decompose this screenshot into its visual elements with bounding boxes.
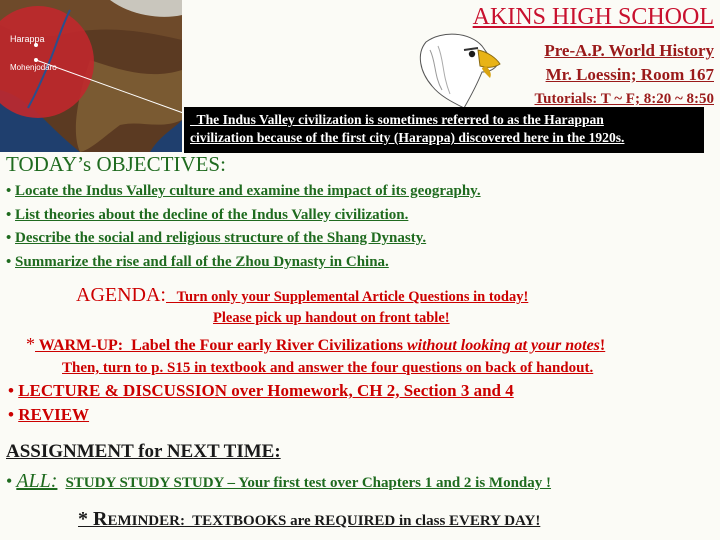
agenda-header	[76, 284, 528, 307]
course-info	[470, 39, 714, 87]
warmup-text	[35, 337, 605, 354]
assignment-all-text: STUDY STUDY STUDY – Your first test over Chapters 1 and 2 is Monday !	[65, 475, 552, 491]
map-caption-box	[184, 107, 704, 153]
objective-text: Locate the Indus Valley culture and examine the impact of its geography.	[15, 183, 481, 199]
warmup-instructions: Then, turn to p. S15 in textbook and answer the four questions on back of handout.	[62, 360, 594, 376]
reminder-star: * R	[78, 508, 108, 530]
warmup-text-main: WARM-UP: Label the Four early River Civilizations	[35, 337, 407, 354]
reminder-text: TEXTBOOKS are REQUIRED in class EVERY DAY!	[184, 513, 541, 529]
objectives-heading: TODAY’s OBJECTIVES:	[6, 152, 226, 176]
agenda-item-text: REVIEW	[18, 405, 90, 424]
objective-item	[6, 251, 716, 275]
objective-item	[6, 180, 716, 204]
teacher-room: Mr. Loessin; Room 167	[545, 65, 714, 84]
objective-item	[6, 227, 716, 251]
school-name: AKINS HIGH SCHOOL	[472, 4, 714, 30]
assignment-heading: ASSIGNMENT for NEXT TIME:	[6, 441, 281, 462]
map-label-harappa: Harappa	[10, 34, 45, 44]
bullet: •	[6, 230, 12, 246]
bullet: •	[6, 206, 12, 223]
caption-line-1: The Indus Valley civilization is sometimes referred to as the Harappan	[190, 112, 604, 127]
map-label-mohenjodaro: Mohenjodaro	[10, 63, 57, 72]
agenda-note: Turn only your Supplemental Article Questions in today!	[166, 289, 529, 305]
course-title: Pre-A.P. World History	[544, 41, 714, 60]
agenda-label: AGENDA:	[76, 284, 166, 306]
bullet: •	[6, 253, 12, 270]
objective-item	[6, 204, 716, 228]
assignment-all: • ALL: STUDY STUDY STUDY – Your first test over Chapters 1 and 2 is Monday !	[6, 470, 552, 492]
tutorial-hours: Tutorials: T ~ F; 8:20 ~ 8:50	[534, 91, 714, 107]
reminder-line	[78, 508, 540, 531]
handout-note: Please pick up handout on front table!	[213, 310, 450, 326]
agenda-item: • REVIEW	[8, 405, 90, 424]
objectives-list	[6, 180, 716, 274]
agenda-item: • LECTURE & DISCUSSION over Homework, CH 2, Section 3 and 4	[8, 381, 514, 400]
indus-valley-map	[0, 0, 182, 152]
objective-text: List theories about the decline of the Indus Valley civilization.	[15, 206, 409, 223]
caption-line-2: civilization because of the first city (Harappa) discovered here in the 1920s.	[190, 130, 625, 145]
objective-text: Summarize the rise and fall of the Zhou Dynasty in China.	[15, 253, 389, 270]
objective-text: Describe the social and religious structure of the Shang Dynasty.	[15, 230, 427, 246]
assignment-all-label: ALL:	[16, 470, 58, 492]
warmup-end: !	[599, 337, 606, 354]
agenda-item-text: LECTURE & DISCUSSION over Homework, CH 2, Section 3 and 4	[18, 381, 514, 400]
star-bullet: *	[26, 334, 35, 354]
warmup-italic: without looking at your notes	[406, 337, 600, 354]
bullet: •	[6, 183, 12, 199]
warmup-line	[26, 334, 605, 355]
reminder-word: EMINDER:	[107, 513, 185, 529]
